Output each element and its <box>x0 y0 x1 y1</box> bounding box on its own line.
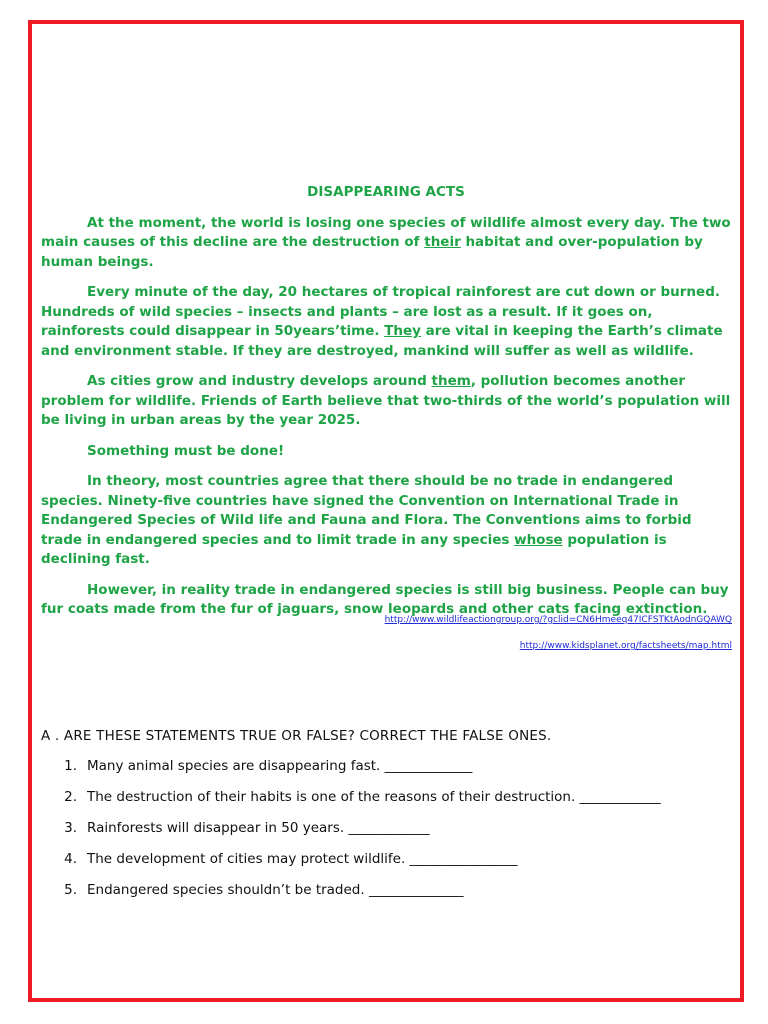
source-link-kidsplanet[interactable]: http://www.kidsplanet.org/factsheets/map.html <box>519 641 732 651</box>
question-text: The destruction of their habits is one of the reasons of their destruction. ____________ <box>87 789 661 805</box>
paragraph-2 <box>41 283 731 361</box>
question-text: Rainforests will disappear in 50 years. ____________ <box>87 820 430 836</box>
underlined-word-whose: whose <box>514 531 563 548</box>
true-false-section <box>41 728 731 913</box>
paragraph-2-text-a: Every minute of the day, 20 hectares of tropical rainforest are cut down or burned. Hundreds of wild species – insects and plants – are lost as a result. If it goes on, rainforests could disappear in 50years’time. <box>41 284 720 339</box>
question-item <box>41 820 731 851</box>
question-list <box>41 758 731 913</box>
question-number: 3. <box>64 820 77 836</box>
question-item <box>41 851 731 882</box>
question-text: Endangered species shouldn’t be traded. ______________ <box>87 882 464 898</box>
reading-passage <box>41 183 731 631</box>
source-link-wildlife[interactable]: http://www.wildlifeactiongroup.org/?gclid=CN6Hmeeq47ICFSTKtAodnGQAWQ <box>384 615 732 625</box>
paragraph-1-text-a: At the moment, the world is losing one species of wildlife almost every day. The two main causes of this decline are the destruction of <box>41 214 731 250</box>
question-number: 4. <box>64 851 77 867</box>
question-item <box>41 758 731 789</box>
paragraph-5 <box>41 472 731 570</box>
question-number: 5. <box>64 882 77 898</box>
question-number: 2. <box>64 789 77 805</box>
underlined-word-them: them <box>431 373 471 389</box>
underlined-word-they: They <box>384 323 421 339</box>
paragraph-5-text-a: In theory, most countries agree that there should be no trade in endangered species. Ninety-five countries have signed the Convention on International Trade in Endangered Species of Wild life and Fauna and Flora. The Conventions aims to forbid trade in endangered species and to limit trade in any species <box>41 473 692 548</box>
paragraph-5-text-b: population is declining fast. <box>41 531 667 567</box>
question-number: 1. <box>64 758 77 774</box>
source-links <box>385 614 732 666</box>
question-item <box>41 882 731 913</box>
paragraph-2-text-b: are vital in keeping the Earth’s climate and environment stable. If they are destroyed, mankind will suffer as well as wildlife. <box>41 323 723 359</box>
underlined-word-their: their <box>424 234 461 250</box>
paragraph-3 <box>41 372 731 431</box>
question-text: The development of cities may protect wildlife. ________________ <box>87 851 518 867</box>
paragraph-3-text-b: , pollution becomes another problem for wildlife. Friends of Earth believe that two-thirds of the world’s population will be living in urban areas by the year 2025. <box>41 373 731 428</box>
paragraph-6: However, in reality trade in endangered species is still big business. People can buy fur coats made from the fur of jaguars, snow leopards and other cats facing extinction. <box>41 581 729 617</box>
paragraph-1-text-b: habitat and over-population by human beings. <box>41 234 703 270</box>
questions-heading: A . ARE THESE STATEMENTS TRUE OR FALSE? CORRECT THE FALSE ONES. <box>41 728 552 744</box>
question-text: Many animal species are disappearing fast. _____________ <box>87 758 473 774</box>
paragraph-1 <box>41 214 731 273</box>
paragraph-3-text-a: As cities grow and industry develops around <box>87 373 432 389</box>
passage-title: DISAPPEARING ACTS <box>307 184 465 200</box>
paragraph-4: Something must be done! <box>87 442 285 459</box>
question-item <box>41 789 731 820</box>
